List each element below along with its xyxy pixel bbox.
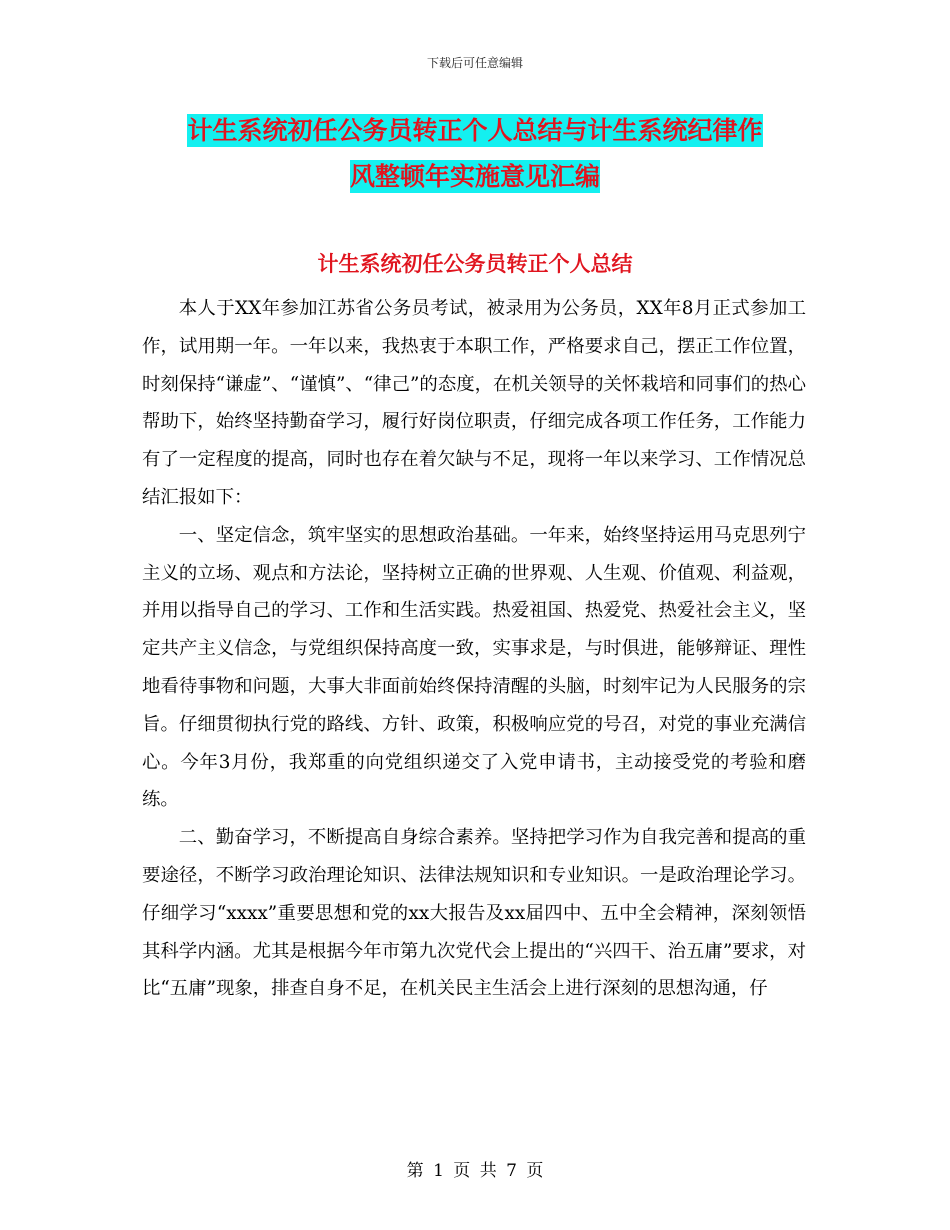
document-title-line-1: 计生系统初任公务员转正个人总结与计生系统纪律作	[187, 116, 763, 145]
document-body	[142, 290, 806, 1008]
section-title: 计生系统初任公务员转正个人总结	[317, 252, 633, 276]
paragraph: 本人于XX年参加江苏省公务员考试，被录用为公务员，XX年8月正式参加工作，试用期一年。一年以来，我热衷于本职工作，严格要求自己，摆正工作位置，时刻保持“谦虚”、“谨慎”、“律己”的态度，在机关领导的关怀栽培和同事们的热心帮助下，始终坚持勤奋学习，履行好岗位职责，仔细完成各项工作任务，工作能力有了一定程度的提高，同时也存在着欠缺与不足，现将一年以来学习、工作情况总结汇报如下：	[142, 298, 806, 508]
paragraph: 二、勤奋学习，不断提高自身综合素养。坚持把学习作为自我完善和提高的重要途径，不断学习政治理论知识、法律法规知识和专业知识。一是政治理论学习。仔细学习“xxxx”重要思想和党的xx大报告及xx届四中、五中全会精神，深刻领悟其科学内涵。尤其是根据今年市第九次党代会上提出的“兴四干、治五庸”要求，对比“五庸”现象，排查自身不足，在机关民主生活会上进行深刻的思想沟通，仔	[142, 827, 806, 1000]
document-title-line-2: 风整顿年实施意见汇编	[349, 162, 600, 191]
paragraph: 一、坚定信念，筑牢坚实的思想政治基础。一年来，始终坚持运用马克思列宁主义的立场、观点和方法论，坚持树立正确的世界观、人生观、价值观、利益观，并用以指导自己的学习、工作和生活实践。热爱祖国、热爱党、热爱社会主义，坚定共产主义信念，与党组织保持高度一致，实事求是，与时俱进，能够辩证、理性地看待事物和问题，大事大非面前始终保持清醒的头脑，时刻牢记为人民服务的宗旨。仔细贯彻执行党的路线、方针、政策，积极响应党的号召，对党的事业充满信心。今年3月份，我郑重的向党组织递交了入党申请书，主动接受党的考验和磨练。	[142, 524, 806, 811]
page-number: 第 1 页 共 7 页	[406, 1161, 544, 1181]
document-title	[140, 108, 810, 200]
page-header: 下载后可任意编辑	[426, 56, 523, 70]
